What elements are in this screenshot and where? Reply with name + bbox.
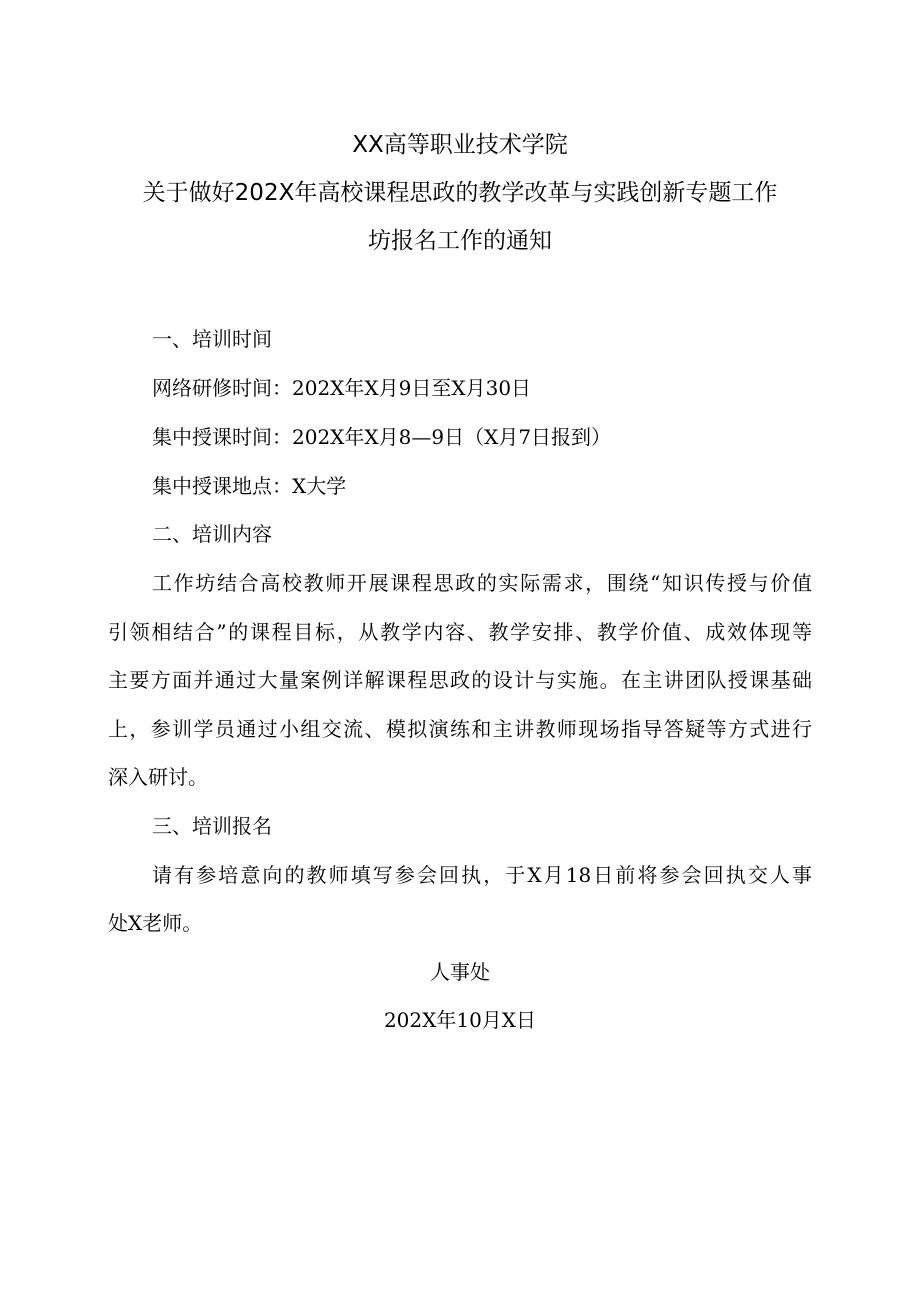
- registration-paragraph-line: 处X老师。: [108, 911, 203, 935]
- content-paragraph-line: 上，参训学员通过小组交流、模拟演练和主讲教师现场指导答疑等方式进行: [108, 717, 812, 741]
- registration-paragraph-line: 请有参培意向的教师填写参会回执，于X月18日前将参会回执交人事: [152, 863, 812, 887]
- issue-date: 202X年10月X日: [383, 1008, 537, 1032]
- org-title: XX高等职业技术学院: [352, 132, 568, 158]
- notice-title-line-2: 坊报名工作的通知: [368, 228, 552, 254]
- section-heading-registration: 三、培训报名: [152, 814, 272, 838]
- section-heading-training-time: 一、培训时间: [152, 327, 272, 351]
- section-heading-training-content: 二、培训内容: [152, 522, 272, 546]
- content-paragraph-line: 引领相结合”的课程目标，从教学内容、教学安排、教学价值、成效体现等: [108, 620, 812, 644]
- content-paragraph-line: 工作坊结合高校教师开展课程思政的实际需求，围绕“知识传授与价值: [152, 571, 812, 595]
- onsite-class-location: 集中授课地点：X大学: [152, 474, 347, 498]
- content-paragraph-line: 深入研讨。: [108, 765, 208, 789]
- onsite-class-time: 集中授课时间：202X年X月8—9日（X月7日报到）: [152, 425, 612, 449]
- notice-title-line-1: 关于做好202X年高校课程思政的教学改革与实践创新专题工作: [142, 180, 778, 206]
- issuing-department: 人事处: [430, 960, 490, 984]
- online-study-time: 网络研修时间：202X年X月9日至X月30日: [152, 376, 532, 400]
- content-paragraph-line: 主要方面并通过大量案例详解课程思政的设计与实施。在主讲团队授课基础: [108, 668, 812, 692]
